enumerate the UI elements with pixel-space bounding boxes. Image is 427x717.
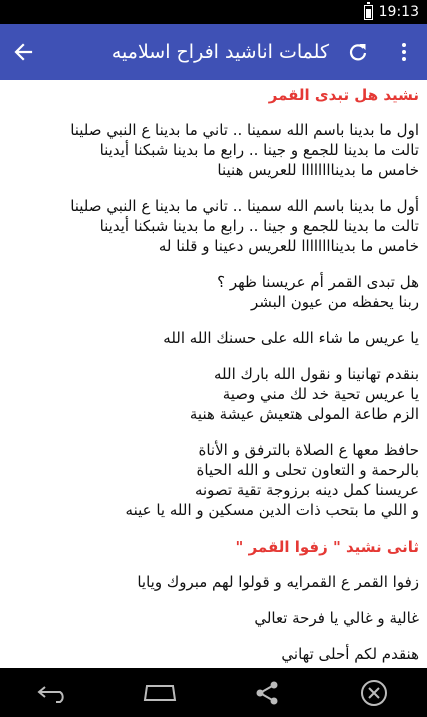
lyric-line: غالية و غالي يا فرحة تعالي (254, 609, 419, 627)
lyric-line: زفوا القمر ع القمرايه و قولوا لهم مبروك ويايا (137, 573, 419, 591)
stanza (8, 440, 419, 520)
overflow-menu-button[interactable] (381, 24, 427, 80)
refresh-icon (348, 42, 368, 62)
lyric-line: حافظ معها ع الصلاة بالترفق و الأناة (198, 441, 419, 459)
lyric-line: تالت ما بدينا للجمع و جينا .. رابع ما بدينا شبكنا أيدينا (99, 217, 419, 235)
share-button[interactable] (237, 668, 297, 717)
lyric-line: خامس ما بديناااااااا للعريس هنينا (217, 161, 419, 179)
stanza (8, 644, 419, 664)
close-button[interactable] (344, 668, 404, 717)
lyric-line: بالرحمة و التعاون تحلى و الله الحياة (196, 461, 419, 479)
stanza (8, 364, 419, 424)
status-bar (0, 0, 427, 24)
more-vert-icon (402, 43, 406, 61)
nav-back-button[interactable] (23, 668, 83, 717)
status-time: 19:13 (378, 4, 419, 20)
lyric-line: الزم طاعة المولى هتعيش عيشة هنية (189, 405, 419, 423)
song-title: ثانى نشيد " زفوا القمر " (235, 538, 419, 556)
app-bar (0, 24, 427, 80)
refresh-button[interactable] (335, 24, 381, 80)
navigation-bar (0, 668, 427, 717)
lyric-line: خامس ما بديناااااااا للعريس دعينا و قلنا له (158, 237, 419, 255)
stanza (8, 196, 419, 256)
lyric-line: بنقدم تهانينا و نقول الله بارك الله (213, 365, 419, 383)
close-circle-icon (360, 679, 388, 707)
stanza (8, 272, 419, 312)
back-button[interactable] (0, 24, 46, 80)
lyric-line: هل تبدى القمر أم عريسنا ظهر ؟ (217, 273, 419, 291)
lyric-line: هنقدم لكم أحلى تهاني (281, 645, 419, 663)
nav-home-icon (142, 684, 178, 702)
song-title: نشيد هل تبدى القمر (268, 86, 419, 104)
lyric-line: يا عريس تحية خد لك مني وصية (222, 385, 419, 403)
nav-back-icon (36, 683, 70, 703)
lyric-line: أول ما بدينا باسم الله سمينا .. تاني ما بدينا ع النبي صلينا (70, 197, 419, 215)
lyric-line: اول ما بدينا باسم الله سمينا .. تاني ما بدينا ع النبي صلينا (70, 121, 419, 139)
lyric-line: تالت ما بدينا للجمع و جينا .. رابع ما بدينا شبكنا أيدينا (99, 141, 419, 159)
battery-icon (364, 5, 373, 20)
lyric-line: ربنا يحفظه من عيون البشر (251, 293, 419, 311)
share-icon (254, 680, 280, 706)
lyric-line: و اللي ما بتحب ذات الدين مسكين و الله يا عينه (125, 501, 419, 519)
stanza (8, 608, 419, 628)
lyric-line: يا عريس ما شاء الله على حسنك الله الله (163, 329, 419, 347)
stanza (8, 120, 419, 180)
stanza (8, 572, 419, 592)
lyric-line: عريسنا كمل دينه برزوجة تقية تصونه (194, 481, 419, 499)
nav-home-button[interactable] (130, 668, 190, 717)
stanza (8, 328, 419, 348)
lyrics-content[interactable] (0, 80, 427, 668)
arrow-back-icon (13, 42, 33, 62)
page-title: كلمات اناشيد افراح اسلاميه (111, 41, 329, 63)
